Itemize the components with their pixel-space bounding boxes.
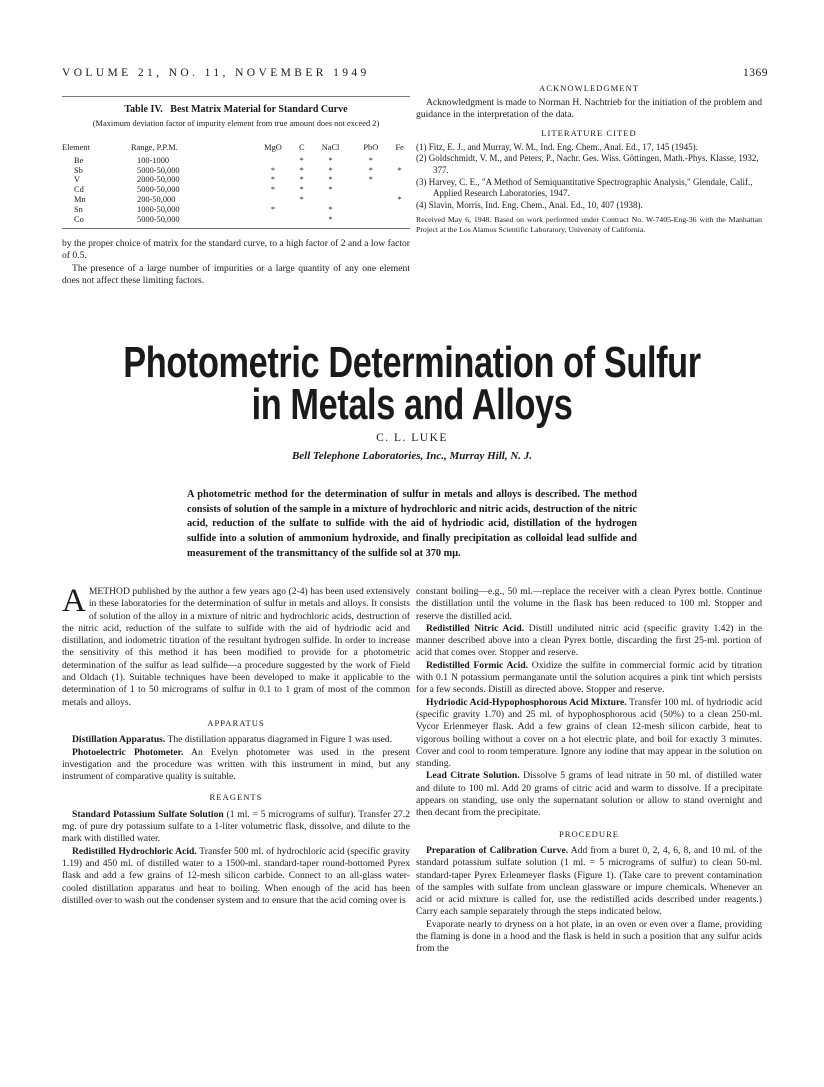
reference-item: (1) Fitz, E. J., and Murray, W. M., Ind. Eng. Chem., Anal. Ed., 17, 145 (1945). xyxy=(416,141,698,152)
matrix-mark-cell xyxy=(389,205,410,215)
column-header: MgO xyxy=(264,143,282,152)
apparatus-item xyxy=(62,734,410,746)
paragraph-text: Add from a buret 0, 2, 4, 6, 8, and 10 ml. of the standard potassium sulfate solution (1 ml. = 5 micrograms of sulfur) to clean 50-ml. standard-taper Pyrex Erlenmeyer flasks (Figure 1). (Take care to prevent contamination of the samples with sulfate from unclean glassware or impure chemicals. Whenever an acid or acid mixture is called for, use the redistilled acids described under reagents.) Carry each sample separately through the steps indicated below. xyxy=(416,844,762,918)
paragraph-text: Oxidize the sulfite in commercial formic acid by titration with 0.1 N potassium permanganate until the solution acquires a pink tint which persists for a few seconds. Distill as directed above. Stopper and reserve. xyxy=(416,659,762,696)
paragraph-text: An Evelyn photometer was used in the present investigation and the procedure was written with this instrument in mind, but any instrument of comparative quality is suitable. xyxy=(62,746,410,783)
reagent-item xyxy=(62,809,410,846)
references-block xyxy=(416,82,762,235)
run-in-heading: Distillation Apparatus. xyxy=(72,734,166,746)
element-cell: Co xyxy=(74,214,84,224)
matrix-mark-cell xyxy=(251,156,295,166)
table-title xyxy=(62,103,410,116)
matrix-mark-cell xyxy=(389,215,410,225)
column-header: C xyxy=(298,143,305,152)
intro-text: METHOD published by the author a few years ago (2-4) has been used extensively in these laboratories for the determination of sulfur in metals and alloys. It consists of solution of the alloy in a mixture of nitric and hydrochloric acids, destruction of the nitric acid, reduction of the sulfate to sulfide with the aid of hydriodic acid and distillation, and iodometric titration of the resultant hydrogen sulfide. In order to increase the sensitivity of this method it has been modified to provide for a photometric determination of the sulfur as lead sulfide—a procedure suggested by the work of Field and Oldach (1). Suitable techniques have been developed to make it applicable to the determination of 1 to 50 micrograms of sulfur in 0.1 to 1 gram of most of the common metals and alloys. xyxy=(62,586,410,708)
reagent-item xyxy=(416,770,762,819)
matrix-mark-cell: * xyxy=(368,165,373,175)
element-cell: Sb xyxy=(74,165,83,175)
apparatus-heading: APPARATUS xyxy=(207,717,265,728)
element-cell: V xyxy=(74,175,81,185)
reagent-item xyxy=(416,697,762,771)
received-note: Received May 6, 1948. Based on work performed under Contract No. W-7405-Eng-36 with the Manhattan Project at the Los Alamos Scientific Laboratory, University of California. xyxy=(416,215,762,235)
matrix-mark-cell xyxy=(352,215,389,225)
matrix-mark-cell xyxy=(389,185,410,195)
range-cell: 2000-50,000 xyxy=(137,175,180,185)
matrix-mark-cell: * xyxy=(368,155,373,165)
table-header-row xyxy=(62,143,410,156)
range-cell: 1000-50,000 xyxy=(137,204,180,214)
element-cell: Cd xyxy=(74,185,84,195)
reference-item: (2) Goldschmidt, V. M., and Peters, P., Nachr. Ges. Wiss. Göttingen, Math.-Phys. Klasse, 1932, 377. xyxy=(416,153,759,175)
run-in-heading: Lead Citrate Solution. xyxy=(426,770,520,782)
matrix-mark-cell: * xyxy=(270,204,276,214)
literature-heading: LITERATURE CITED xyxy=(541,127,637,138)
range-cell: 5000-50,000 xyxy=(137,165,180,175)
matrix-mark-cell xyxy=(251,195,295,205)
reference-item: (3) Harvey, C. E., "A Method of Semiquantitative Spectrographic Analysis," Glendale, Calif., Applied Research Laboratories, 1947. xyxy=(416,176,753,199)
paragraph-text: The distillation apparatus diagramed in Figure 1 was used. xyxy=(165,734,393,746)
element-cell: Be xyxy=(74,155,84,165)
paragraph-text: Transfer 100 ml. of hydriodic acid (specific gravity 1.70) and 25 ml. of hypophosphorous acid (50%) to a clean 250-ml. Vycor Erlenmeyer flask. Add a few grains of clean 12-mesh silicon carbide, heat to vigorous boiling without a cover on a hot electric plate, and boil for exactly 3 minutes. Cover and cool to room temperature. Ignore any iodine that may appear in the solution on standing. xyxy=(416,696,762,770)
table-row xyxy=(62,185,410,195)
article-title-line-2: in Metals and Alloys xyxy=(251,380,573,429)
table-bottom-rule xyxy=(62,228,410,229)
matrix-mark-cell xyxy=(251,215,295,225)
paragraph-text: Dissolve 5 grams of lead nitrate in 50 ml. of distilled water and dilute to 100 ml. Add 20 grams of citric acid and warm to dissolve. If a precipitate appears on standing, use only the supernatant solution or allow to stand overnight and then decant from the precipitate. xyxy=(416,770,762,819)
matrix-mark-cell: * xyxy=(397,194,402,204)
matrix-mark-cell: * xyxy=(328,204,333,214)
left-top-text xyxy=(62,238,410,287)
reagents-heading: REAGENTS xyxy=(209,792,263,803)
paragraph-text: Distill undiluted nitric acid (specific gravity 1.42) in the manner described above into a clean Pyrex bottle, discarding the first 25-ml. portion of acid that comes over. Stopper and reserve. xyxy=(416,622,763,659)
paragraph-text: Evaporate nearly to dryness on a hot plate, in an oven or even over a flame, providing the flaming is done in a hood and the flask is held in such a position that any sulfur acids from the xyxy=(416,918,762,955)
matrix-mark-cell: * xyxy=(270,165,276,175)
matrix-table xyxy=(62,143,410,224)
matrix-mark-cell xyxy=(295,215,309,225)
run-in-heading: Redistilled Nitric Acid. xyxy=(426,622,525,634)
table-top-rule xyxy=(62,96,410,97)
matrix-mark-cell: * xyxy=(328,214,333,224)
column-header: PbO xyxy=(363,143,379,152)
element-cell: Mn xyxy=(74,194,86,204)
paragraph-text: (1 ml. = 5 micrograms of sulfur). Transfer 27.2 mg. of pure dry potassium sulfate to a 1-liter volumetric flask, dissolve, and dilute to the mark with distilled water. xyxy=(62,808,410,845)
matrix-mark-cell: * xyxy=(328,155,333,165)
matrix-mark-cell: * xyxy=(270,175,276,185)
matrix-mark-cell xyxy=(352,195,389,205)
table-row xyxy=(62,156,410,166)
column-header: Element xyxy=(62,143,90,152)
acknowledgment-heading: ACKNOWLEDGMENT xyxy=(539,83,639,93)
matrix-mark-cell xyxy=(389,175,410,185)
reagent-item xyxy=(416,660,762,697)
paragraph-text: Transfer 500 ml. of hydrochloric acid (specific gravity 1.19) and 450 ml. of distilled water to a 1500-ml. standard-taper round-bottomed Pyrex flask and add a few grains of 12-mesh silicon carbide. Connect to an all-glass water-cooled distillation apparatus and heat to boiling. When enough of the acid has been distilled over to wash out the condenser system and to ensure that the acid coming over is xyxy=(62,845,410,906)
left-column xyxy=(62,583,410,907)
procedure-item xyxy=(416,919,762,956)
matrix-mark-cell xyxy=(352,185,389,195)
table-body xyxy=(62,156,410,225)
matrix-mark-cell: * xyxy=(328,165,333,175)
matrix-mark-cell: * xyxy=(299,185,304,195)
matrix-mark-cell: * xyxy=(299,175,304,185)
table-title-text: Best Matrix Material for Standard Curve xyxy=(170,104,348,115)
matrix-mark-cell: * xyxy=(397,165,402,175)
author: C. L. LUKE xyxy=(376,432,448,444)
matrix-mark-cell: * xyxy=(299,155,304,165)
paragraph: The presence of a large number of impurities or a large quantity of any one element does not affect these limiting factors. xyxy=(62,262,410,286)
article-title-line-1: Photometric Determination of Sulfur xyxy=(123,338,701,387)
running-head xyxy=(62,67,768,83)
range-cell: 100-1000 xyxy=(137,155,170,165)
reference-item: (4) Slavin, Morris, Ind. Eng. Chem., Anal. Ed., 10, 407 (1938). xyxy=(416,199,643,210)
matrix-mark-cell xyxy=(309,195,353,205)
matrix-mark-cell: * xyxy=(299,194,304,204)
right-column xyxy=(416,586,762,956)
matrix-mark-cell: * xyxy=(299,165,304,175)
intro-paragraph xyxy=(62,583,410,709)
procedure-heading: PROCEDURE xyxy=(558,828,620,839)
matrix-mark-cell: * xyxy=(328,175,333,185)
acknowledgment-text: Acknowledgment is made to Norman H. Nachtrieb for the initiation of the problem and guidance in the interpretation of the data. xyxy=(416,97,762,121)
reagent-item xyxy=(416,623,762,660)
table-row xyxy=(62,166,410,176)
abstract: A photometric method for the determination of sulfur in metals and alloys is described. The method consists of solution of the sample in a mixture of hydrochloric and nitric acids, destruction of the nitric acid, reduction of the sulfate to sulfide with the aid of hydriodic acid, distillation of the hydrogen sulfide into a solution of ammonium hydroxide, and finally precipitation as colloidal lead sulfide and measurement of the transmittancy of the sulfide sol at 370 mμ. xyxy=(187,489,637,559)
range-cell: 200-50,000 xyxy=(137,194,176,204)
drop-cap: A xyxy=(62,583,86,619)
column-header: Fe xyxy=(395,143,404,152)
continuation-paragraph: constant boiling—e.g., 50 ml.—replace the receiver with a clean Pyrex bottle. Continue the distillation until the volume in the flask has been reduced to 100 ml. Stopper and reserve the distilled acid. xyxy=(416,586,762,622)
table-caption: (Maximum deviation factor of impurity element from true amount does not exceed 2) xyxy=(92,119,380,128)
run-in-heading: Standard Potassium Sulfate Solution xyxy=(72,808,224,820)
run-in-heading: Redistilled Hydrochloric Acid. xyxy=(72,845,197,857)
matrix-mark-cell: * xyxy=(270,185,276,195)
table-row xyxy=(62,195,410,205)
column-header: NaCl xyxy=(321,143,340,152)
apparatus-item xyxy=(62,747,410,784)
table-row xyxy=(62,215,410,225)
range-cell: 5000-50,000 xyxy=(137,214,180,224)
run-in-heading: Hydriodic Acid-Hypophosphorous Acid Mixture. xyxy=(426,696,627,708)
paragraph: by the proper choice of matrix for the standard curve, to a high factor of 2 and a low factor of 0.5. xyxy=(62,238,410,262)
running-title: VOLUME 21, NO. 11, NOVEMBER 1949 xyxy=(62,67,370,79)
reagent-item xyxy=(62,846,410,907)
table-row xyxy=(62,205,410,215)
table-title-label: Table IV. xyxy=(124,104,163,115)
run-in-heading: Preparation of Calibration Curve. xyxy=(426,844,569,856)
page-number: 1369 xyxy=(743,67,768,79)
matrix-mark-cell xyxy=(295,205,309,215)
matrix-mark-cell: * xyxy=(328,185,333,195)
matrix-mark-cell xyxy=(352,205,389,215)
table-row xyxy=(62,175,410,185)
column-header: Range, P.P.M. xyxy=(131,143,178,152)
range-cell: 5000-50,000 xyxy=(137,185,180,195)
matrix-mark-cell xyxy=(389,156,410,166)
run-in-heading: Photoelectric Photometer. xyxy=(72,746,184,758)
run-in-heading: Redistilled Formic Acid. xyxy=(426,659,529,671)
affiliation: Bell Telephone Laboratories, Inc., Murray Hill, N. J. xyxy=(291,450,533,462)
matrix-mark-cell: * xyxy=(368,175,373,185)
element-cell: Sn xyxy=(74,204,83,214)
procedure-item xyxy=(416,845,762,919)
literature-list xyxy=(416,142,762,212)
